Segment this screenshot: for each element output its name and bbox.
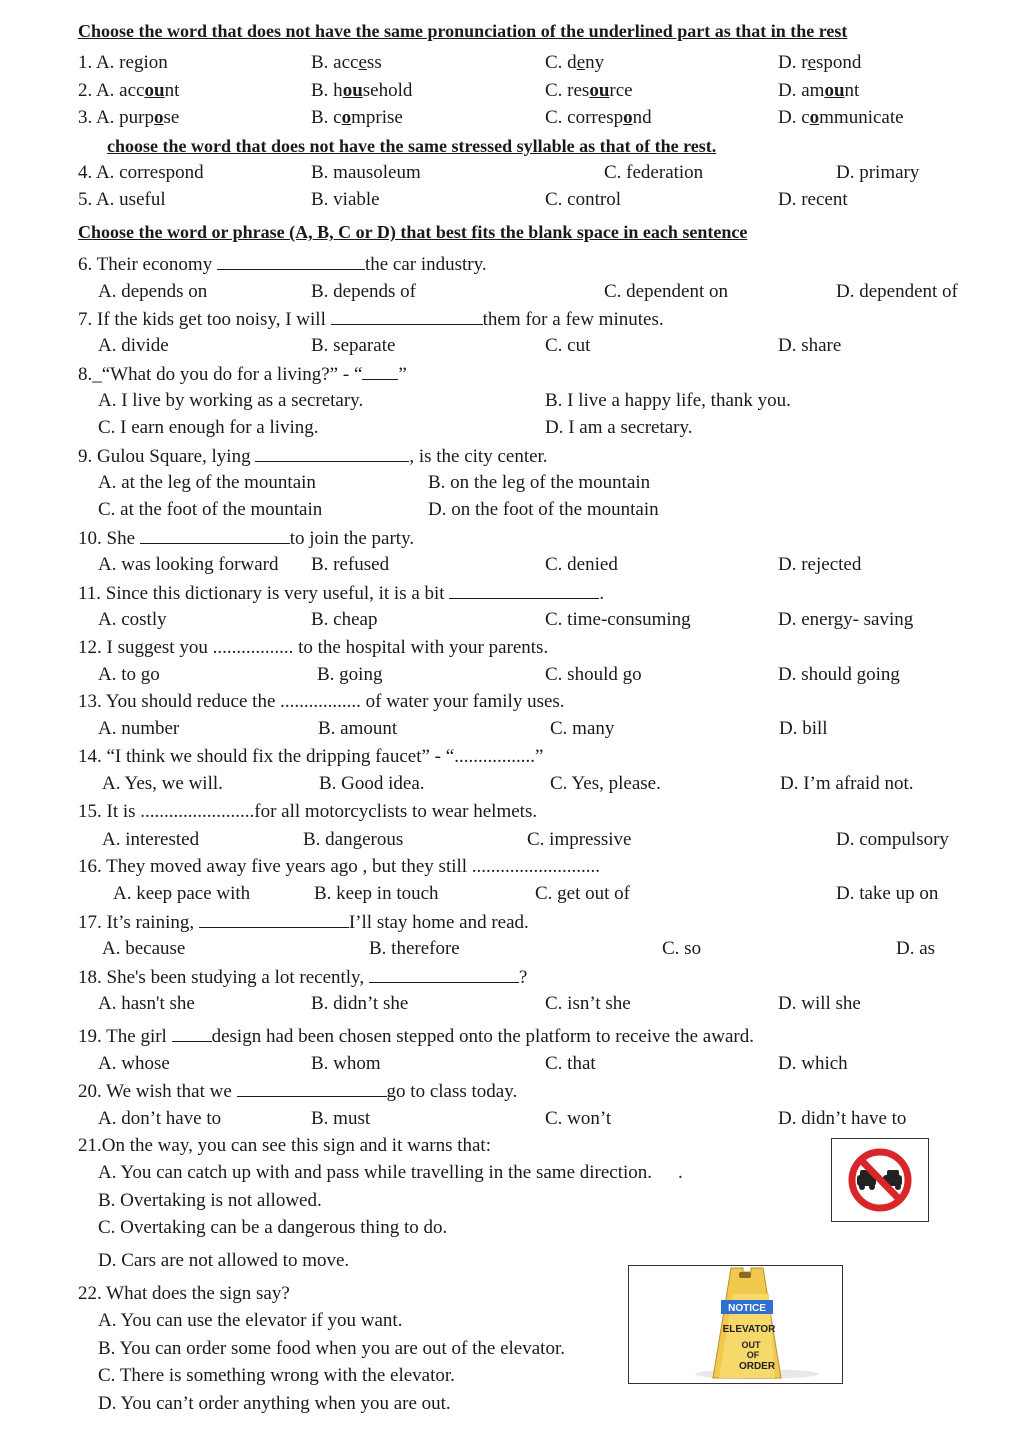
q10-option-c: C. denied	[545, 554, 618, 575]
q20-option-b: B. must	[311, 1108, 371, 1129]
q10-option-b: B. refused	[311, 554, 390, 575]
q8-option-d: D. I am a secretary.	[545, 417, 693, 438]
q8-option-b: B. I live a happy life, thank you.	[545, 390, 791, 411]
q15-option-d: D. compulsory	[836, 829, 949, 850]
q5-option-d: D. recent	[778, 189, 848, 210]
q7-stem: 7. If the kids get too noisy, I will them for a few minutes.	[78, 309, 664, 330]
sign-out-text: OUT	[741, 1340, 761, 1350]
q1-option-c: C. deny	[545, 52, 605, 73]
q19-option-c: C. that	[545, 1053, 596, 1074]
q17-option-c: C. so	[662, 938, 702, 959]
q7-option-c: C. cut	[545, 335, 591, 356]
q14-stem: 14. “I think we should fix the dripping faucet” - “.................”	[78, 746, 544, 767]
q22-option-b: B. You can order some food when you are out of the elevator.	[98, 1338, 565, 1359]
q21-option-c: C. Overtaking can be a dangerous thing to do.	[98, 1217, 448, 1238]
q3-option-d: D. communicate	[778, 107, 904, 128]
q18-stem: 18. She's been studying a lot recently, ?	[78, 967, 528, 988]
q2-option-c: C. resource	[545, 80, 633, 101]
section-heading-pronunciation: Choose the word that does not have the same pronunciation of the underlined part as that in the rest	[78, 21, 848, 41]
q7-option-b: B. separate	[311, 335, 396, 356]
q21-option-b: B. Overtaking is not allowed.	[98, 1190, 322, 1211]
q10-stem: 10. She to join the party.	[78, 528, 415, 549]
q14-option-a: A. Yes, we will.	[102, 773, 223, 794]
q17-option-a: A. because	[102, 938, 186, 959]
q8-stem: 8._“What do you do for a living?” - “ ”	[78, 364, 407, 385]
q16-option-a: A. keep pace with	[113, 883, 251, 904]
q18-option-d: D. will she	[778, 993, 861, 1014]
q16-option-c: C. get out of	[535, 883, 630, 904]
q19-stem: 19. The girl design had been chosen stepped onto the platform to receive the award.	[78, 1026, 754, 1047]
q12-option-b: B. going	[317, 664, 383, 685]
q1-option-d: D. respond	[778, 52, 862, 73]
q18-option-c: C. isn’t she	[545, 993, 631, 1014]
q19-option-b: B. whom	[311, 1053, 381, 1074]
q17-option-d: D. as	[896, 938, 936, 959]
q21-stem: 21.On the way, you can see this sign and it warns that:	[78, 1135, 491, 1156]
q20-option-a: A. don’t have to	[98, 1108, 222, 1129]
q13-option-b: B. amount	[318, 718, 398, 739]
q5-option-c: C. control	[545, 189, 621, 210]
q11-option-d: D. energy- saving	[778, 609, 914, 630]
q3-option-a: 3. A. purpose	[78, 107, 180, 128]
sign-elevator-text: ELEVATOR	[722, 1324, 776, 1335]
q12-option-d: D. should going	[778, 664, 900, 685]
q4-option-a: 4. A. correspond	[78, 162, 204, 183]
q11-option-a: A. costly	[98, 609, 167, 630]
q22-option-a: A. You can use the elevator if you want.	[98, 1310, 403, 1331]
sign-order-text: ORDER	[738, 1361, 776, 1372]
section-heading-stress: choose the word that does not have the same stressed syllable as that of the rest.	[107, 136, 717, 156]
q13-stem: 13. You should reduce the ................. of water your family uses.	[78, 691, 565, 712]
q15-option-a: A. interested	[102, 829, 200, 850]
elevator-out-of-order-sign	[628, 1265, 843, 1384]
q13-option-d: D. bill	[779, 718, 828, 739]
q12-option-a: A. to go	[98, 664, 160, 685]
q18-option-b: B. didn’t she	[311, 993, 409, 1014]
q13-option-c: C. many	[550, 718, 615, 739]
q5-option-a: 5. A. useful	[78, 189, 166, 210]
q6-option-a: A. depends on	[98, 281, 208, 302]
q4-option-c: C. federation	[604, 162, 704, 183]
q17-stem: 17. It’s raining, I’ll stay home and read.	[78, 912, 529, 933]
q15-stem: 15. It is ........................for all motorcyclists to wear helmets.	[78, 801, 538, 822]
q17-option-b: B. therefore	[369, 938, 460, 959]
q12-option-c: C. should go	[545, 664, 642, 685]
q11-stem: 11. Since this dictionary is very useful, it is a bit .	[78, 583, 605, 604]
q9-option-a: A. at the leg of the mountain	[98, 472, 316, 493]
no-overtaking-sign	[831, 1138, 929, 1222]
q20-option-d: D. didn’t have to	[778, 1108, 907, 1129]
q19-option-a: A. whose	[98, 1053, 170, 1074]
q15-option-c: C. impressive	[527, 829, 632, 850]
q2-option-a: 2. A. account	[78, 80, 180, 101]
q6-option-c: C. dependent on	[604, 281, 729, 302]
sign-notice-text: NOTICE	[728, 1303, 766, 1314]
q20-stem: 20. We wish that we go to class today.	[78, 1081, 518, 1102]
q15-option-b: B. dangerous	[303, 829, 404, 850]
q21-option-d: D. Cars are not allowed to move.	[98, 1250, 350, 1271]
q3-option-b: B. comprise	[311, 107, 403, 128]
q2-option-b: B. household	[311, 80, 413, 101]
q14-option-c: C. Yes, please.	[550, 773, 661, 794]
q14-option-d: D. I’m afraid not.	[780, 773, 914, 794]
q19-option-d: D. which	[778, 1053, 848, 1074]
q9-option-d: D. on the foot of the mountain	[428, 499, 659, 520]
q14-option-b: B. Good idea.	[319, 773, 425, 794]
q4-option-b: B. mausoleum	[311, 162, 421, 183]
sign-of-text: OF	[746, 1350, 760, 1360]
q8-option-a: A. I live by working as a secretary.	[98, 390, 364, 411]
q11-option-c: C. time-consuming	[545, 609, 691, 630]
q9-stem: 9. Gulou Square, lying , is the city center.	[78, 446, 548, 467]
q6-option-d: D. dependent of	[836, 281, 958, 302]
q1-option-a: 1. A. region	[78, 52, 168, 73]
q8-option-c: C. I earn enough for a living.	[98, 417, 319, 438]
q4-option-d: D. primary	[836, 162, 920, 183]
q16-option-b: B. keep in touch	[314, 883, 439, 904]
q22-stem: 22. What does the sign say?	[78, 1283, 290, 1304]
q22-option-c: C. There is something wrong with the elevator.	[98, 1365, 455, 1386]
q3-option-c: C. correspond	[545, 107, 652, 128]
q10-option-a: A. was looking forward	[98, 554, 279, 575]
q9-option-c: C. at the foot of the mountain	[98, 499, 323, 520]
q21-option-a: A. You can catch up with and pass while travelling in the same direction. .	[98, 1162, 683, 1183]
q12-stem: 12. I suggest you ................. to the hospital with your parents.	[78, 637, 549, 658]
q18-option-a: A. hasn't she	[98, 993, 195, 1014]
q7-option-d: D. share	[778, 335, 842, 356]
q7-option-a: A. divide	[98, 335, 169, 356]
q1-option-b: B. access	[311, 52, 382, 73]
q6-option-b: B. depends of	[311, 281, 417, 302]
q22-option-d: D. You can’t order anything when you are out.	[98, 1393, 451, 1414]
q2-option-d: D. amount	[778, 80, 860, 101]
q10-option-d: D. rejected	[778, 554, 862, 575]
q16-stem: 16. They moved away five years ago , but they still ...........................	[78, 856, 601, 877]
q16-option-d: D. take up on	[836, 883, 939, 904]
q9-option-b: B. on the leg of the mountain	[428, 472, 651, 493]
q6-stem: 6. Their economy the car industry.	[78, 254, 487, 275]
q11-option-b: B. cheap	[311, 609, 378, 630]
section-heading-blank: Choose the word or phrase (A, B, C or D) that best fits the blank space in each sentence	[78, 222, 748, 242]
q13-option-a: A. number	[98, 718, 180, 739]
q20-option-c: C. won’t	[545, 1108, 612, 1129]
q5-option-b: B. viable	[311, 189, 380, 210]
